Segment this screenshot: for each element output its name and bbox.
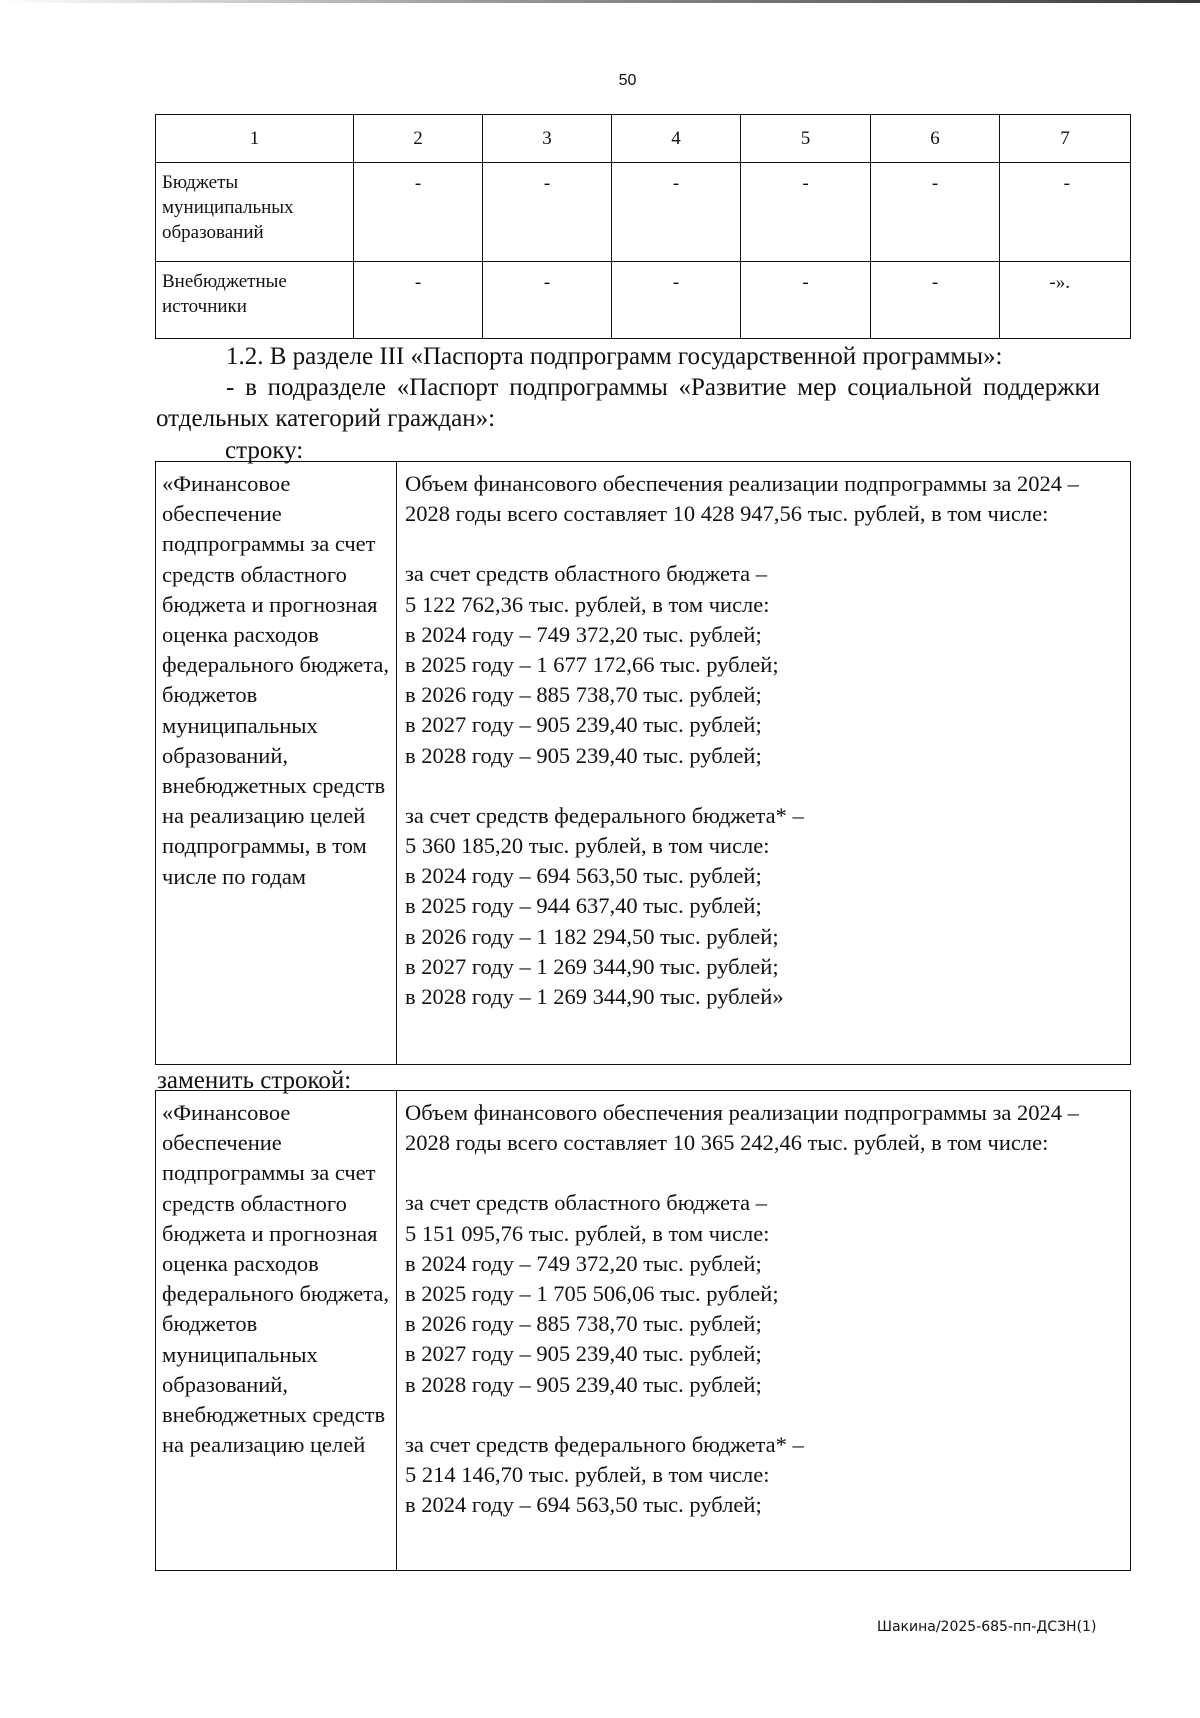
row-label: «Финансовое обеспечение подпрограммы за счет средств областного бюджета и прогнозная оценка расходов федерального бюджета, бюджетов муниципальных образований, внебюджетных средств на реализацию целей bbox=[156, 1091, 397, 1571]
column-header: 7 bbox=[1000, 115, 1131, 163]
row-caption-old: строку: bbox=[225, 437, 304, 464]
funding-details bbox=[397, 1091, 1131, 1571]
table-cell: - bbox=[1000, 163, 1131, 262]
table-cell: - bbox=[871, 262, 1000, 339]
column-header: 2 bbox=[354, 115, 483, 163]
table-row bbox=[156, 163, 1131, 262]
page-number: 50 bbox=[618, 72, 637, 89]
table-cell: - bbox=[612, 163, 741, 262]
column-header: 3 bbox=[483, 115, 612, 163]
table-cell: - bbox=[741, 262, 871, 339]
column-header: 6 bbox=[871, 115, 1000, 163]
table-cell: - bbox=[354, 262, 483, 339]
column-header: 4 bbox=[612, 115, 741, 163]
row-label: «Финансовое обеспечение подпрограммы за счет средств областного бюджета и прогнозная оценка расходов федерального бюджета, бюджетов муниципальных образований, внебюджетных средств на реализацию целей подпрограммы, в том числе по годам bbox=[156, 462, 397, 1065]
column-header: 5 bbox=[741, 115, 871, 163]
table-row bbox=[156, 262, 1131, 339]
column-header: 1 bbox=[156, 115, 354, 163]
table-cell: - bbox=[354, 163, 483, 262]
table-cell: - bbox=[483, 163, 612, 262]
old-row-table bbox=[155, 461, 1131, 1065]
table-cell: - bbox=[741, 163, 871, 262]
table-cell: - bbox=[483, 262, 612, 339]
federal-budget-block: за счет средств федерального бюджета* – 5 360 185,20 тыс. рублей, в том числе: в 2024 году – 694 563,50 тыс. рублей; в 2025 году – 944 637,40 тыс. рублей; в 2026 году – 1 182 294,50 тыс. рублей; в 2027 году – 1 269 344,90 тыс. рублей; в 2028 году – 1 269 344,90 тыс. рублей» bbox=[405, 802, 804, 1010]
row-caption-new: заменить строкой: bbox=[157, 1067, 352, 1094]
funding-intro: Объем финансового обеспечения реализации подпрограммы за 2024 – 2028 годы всего составляет 10 365 242,46 тыс. рублей, в том числе: bbox=[405, 1100, 1079, 1156]
table-cell: - bbox=[871, 163, 1000, 262]
table-row bbox=[156, 462, 1131, 1065]
funding-details bbox=[397, 462, 1131, 1065]
subsection-paragraph: - в подразделе «Паспорт подпрограммы «Развитие мер социальной поддержки отдельных категорий граждан»: bbox=[156, 374, 1100, 432]
table-cell: - bbox=[612, 262, 741, 339]
row-label: Бюджеты муниципальных образований bbox=[156, 163, 354, 262]
regional-budget-block: за счет средств областного бюджета – 5 122 762,36 тыс. рублей, в том числе: в 2024 году – 749 372,20 тыс. рублей; в 2025 году – 1 677 172,66 тыс. рублей; в 2026 году – 885 738,70 тыс. рублей; в 2027 году – 905 239,40 тыс. рублей; в 2028 году – 905 239,40 тыс. рублей; bbox=[405, 561, 779, 768]
scan-edge-line bbox=[0, 0, 1200, 3]
funding-intro: Объем финансового обеспечения реализации подпрограммы за 2024 – 2028 годы всего составляет 10 428 947,56 тыс. рублей, в том числе: bbox=[405, 471, 1079, 527]
row-label: Внебюджетные источники bbox=[156, 262, 354, 339]
table-row bbox=[156, 1091, 1131, 1571]
table-header-row bbox=[156, 115, 1131, 163]
new-row-table bbox=[155, 1090, 1131, 1571]
table-cell: -». bbox=[1000, 262, 1131, 339]
section-paragraph: 1.2. В разделе III «Паспорта подпрограмм государственной программы»: bbox=[226, 343, 1003, 370]
regional-budget-block: за счет средств областного бюджета – 5 151 095,76 тыс. рублей, в том числе: в 2024 году – 749 372,20 тыс. рублей; в 2025 году – 1 705 506,06 тыс. рублей; в 2026 году – 885 738,70 тыс. рублей; в 2027 году – 905 239,40 тыс. рублей; в 2028 году – 905 239,40 тыс. рублей; bbox=[405, 1190, 779, 1397]
federal-budget-block: за счет средств федерального бюджета* – 5 214 146,70 тыс. рублей, в том числе: в 2024 году – 694 563,50 тыс. рублей; bbox=[405, 1431, 804, 1518]
document-footer-id: Шакина/2025-685-пп-ДСЗН(1) bbox=[877, 1619, 1097, 1635]
funding-sources-table bbox=[155, 114, 1131, 339]
